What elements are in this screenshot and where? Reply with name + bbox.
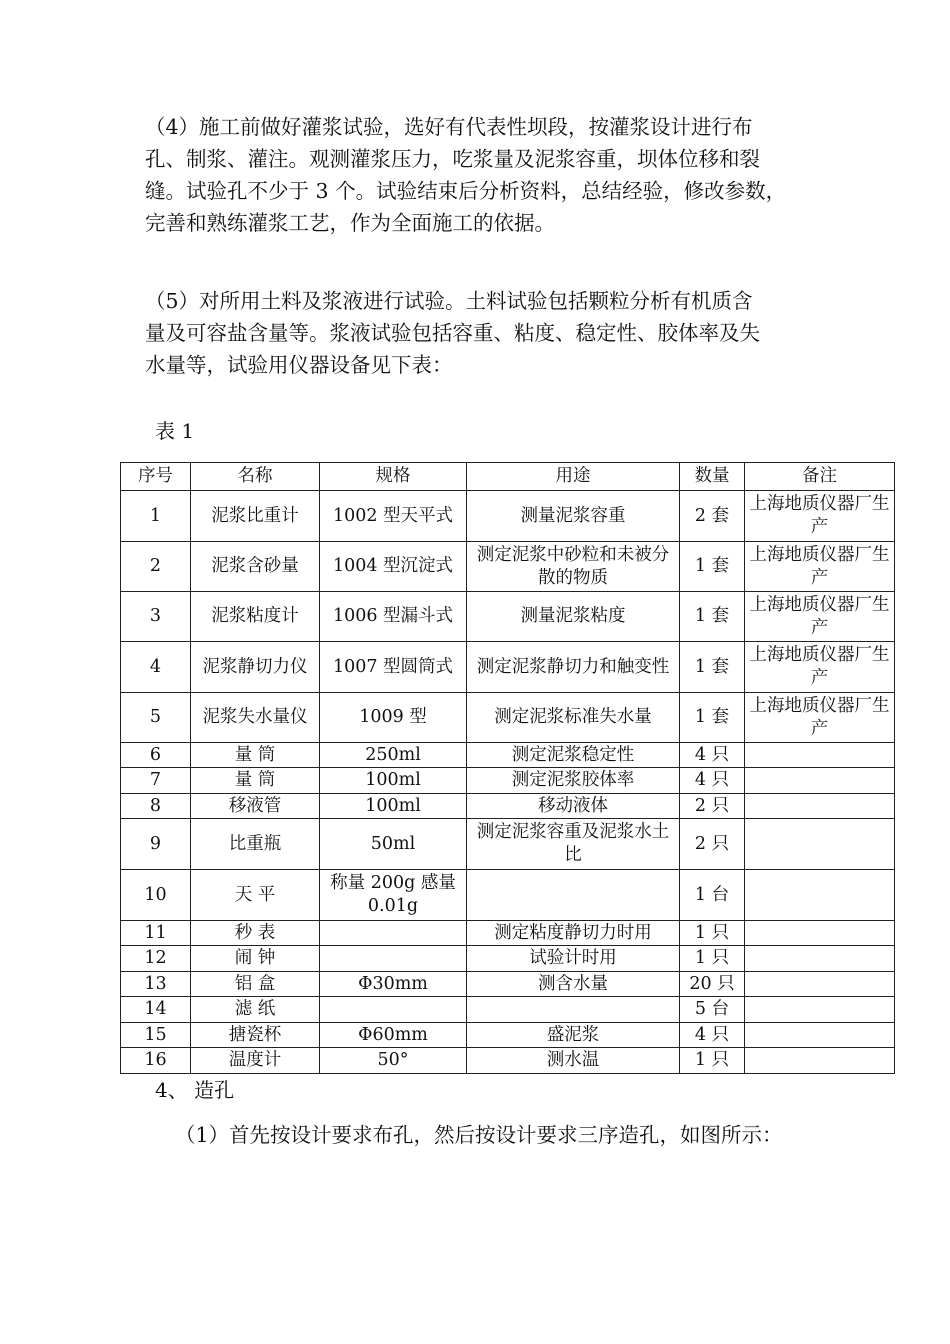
cell-spec: 1002 型天平式 [320,491,467,542]
cell-remarks [745,794,895,819]
paragraph-5 [145,285,810,381]
cell-spec: Φ30mm [320,972,467,997]
header-quantity: 数量 [680,463,745,491]
table-row [121,1048,895,1074]
cell-spec: 称量 200g 感量0.01g [320,870,467,921]
cell-quantity: 20 只 [680,972,745,997]
cell-purpose: 测定泥浆胶体率 [467,768,680,794]
cell-name: 量 筒 [191,743,320,768]
header-spec: 规格 [320,463,467,491]
cell-spec: Φ60mm [320,1023,467,1048]
cell-name: 泥浆含砂量 [191,542,320,592]
cell-remarks [745,1023,895,1048]
cell-remarks [745,997,895,1023]
cell-quantity: 4 只 [680,768,745,794]
cell-name: 比重瓶 [191,819,320,870]
table-row [121,946,895,972]
cell-quantity: 2 只 [680,794,745,819]
cell-name: 温度计 [191,1048,320,1074]
cell-spec: 50° [320,1048,467,1074]
table-body [121,491,895,1074]
cell-name: 泥浆失水量仪 [191,693,320,743]
cell-spec: 100ml [320,768,467,794]
cell-spec: 1006 型漏斗式 [320,592,467,642]
paragraph-line: （4）施工前做好灌浆试验，选好有代表性坝段，按灌浆设计进行布 [145,115,753,139]
section-heading: 4、 造孔 [155,1078,235,1102]
cell-remarks [745,921,895,946]
table-row [121,768,895,794]
cell-spec [320,921,467,946]
cell-purpose: 盛泥浆 [467,1023,680,1048]
cell-spec: 100ml [320,794,467,819]
cell-quantity: 4 只 [680,743,745,768]
cell-index: 6 [121,743,191,768]
header-purpose: 用途 [467,463,680,491]
cell-purpose: 测定泥浆静切力和触变性 [467,642,680,693]
cell-index: 16 [121,1048,191,1074]
cell-quantity: 1 套 [680,693,745,743]
cell-name: 搪瓷杯 [191,1023,320,1048]
cell-name: 秒 表 [191,921,320,946]
cell-purpose: 测定泥浆稳定性 [467,743,680,768]
cell-quantity: 1 台 [680,870,745,921]
cell-purpose: 测定泥浆中砂粒和未被分散的物质 [467,542,680,592]
cell-index: 8 [121,794,191,819]
cell-index: 12 [121,946,191,972]
cell-purpose: 试验计时用 [467,946,680,972]
paragraph-line: 缝。试验孔不少于 3 个。试验结束后分析资料，总结经验，修改参数， [145,179,787,203]
cell-name: 量 筒 [191,768,320,794]
cell-name: 泥浆粘度计 [191,592,320,642]
cell-name: 移液管 [191,794,320,819]
cell-remarks [745,819,895,870]
cell-name: 铝 盒 [191,972,320,997]
table-row [121,1023,895,1048]
cell-index: 5 [121,693,191,743]
cell-name: 闹 钟 [191,946,320,972]
cell-spec: 50ml [320,819,467,870]
cell-purpose: 移动液体 [467,794,680,819]
cell-purpose [467,997,680,1023]
cell-index: 1 [121,491,191,542]
cell-remarks: 上海地质仪器厂生产 [745,542,895,592]
header-name: 名称 [191,463,320,491]
cell-purpose: 测定泥浆容重及泥浆水土比 [467,819,680,870]
cell-quantity: 1 套 [680,542,745,592]
table-caption: 表 1 [155,419,195,443]
cell-quantity: 1 只 [680,921,745,946]
cell-remarks [745,743,895,768]
table-row [121,693,895,743]
paragraph-line: 完善和熟练灌浆工艺，作为全面施工的依据。 [145,211,555,235]
cell-quantity: 1 套 [680,592,745,642]
cell-index: 13 [121,972,191,997]
cell-name: 天 平 [191,870,320,921]
section-paragraph: （1）首先按设计要求布孔，然后按设计要求三序造孔，如图所示： [175,1123,783,1147]
cell-quantity: 1 只 [680,1048,745,1074]
cell-quantity: 1 套 [680,642,745,693]
paragraph-line: 孔、制浆、灌注。观测灌浆压力，吃浆量及泥浆容重，坝体位移和裂 [145,147,760,171]
cell-remarks: 上海地质仪器厂生产 [745,592,895,642]
cell-remarks [745,1048,895,1074]
cell-index: 3 [121,592,191,642]
cell-remarks [745,972,895,997]
equipment-table [120,462,895,1074]
cell-remarks [745,946,895,972]
table-row [121,870,895,921]
header-remarks: 备注 [745,463,895,491]
cell-index: 11 [121,921,191,946]
cell-purpose: 测水温 [467,1048,680,1074]
cell-remarks: 上海地质仪器厂生产 [745,491,895,542]
cell-spec: 1004 型沉淀式 [320,542,467,592]
cell-index: 2 [121,542,191,592]
cell-remarks [745,768,895,794]
paragraph-4 [145,111,810,239]
cell-remarks [745,870,895,921]
cell-purpose: 测定粘度静切力时用 [467,921,680,946]
cell-index: 7 [121,768,191,794]
table-header-row [121,463,895,491]
table-row [121,921,895,946]
paragraph-line: 量及可容盐含量等。浆液试验包括容重、粘度、稳定性、胶体率及失 [145,321,760,345]
cell-remarks: 上海地质仪器厂生产 [745,693,895,743]
cell-purpose: 测量泥浆粘度 [467,592,680,642]
cell-spec: 1009 型 [320,693,467,743]
table-row [121,794,895,819]
table-row [121,592,895,642]
cell-quantity: 2 套 [680,491,745,542]
cell-index: 9 [121,819,191,870]
table-row [121,997,895,1023]
header-index: 序号 [121,463,191,491]
cell-index: 10 [121,870,191,921]
cell-name: 泥浆比重计 [191,491,320,542]
cell-quantity: 5 台 [680,997,745,1023]
cell-spec: 1007 型圆筒式 [320,642,467,693]
cell-index: 15 [121,1023,191,1048]
table-row [121,542,895,592]
cell-spec [320,946,467,972]
cell-index: 14 [121,997,191,1023]
cell-name: 滤 纸 [191,997,320,1023]
cell-quantity: 1 只 [680,946,745,972]
cell-purpose: 测定泥浆标准失水量 [467,693,680,743]
cell-spec [320,997,467,1023]
table-row [121,743,895,768]
cell-quantity: 4 只 [680,1023,745,1048]
cell-purpose [467,870,680,921]
cell-purpose: 测量泥浆容重 [467,491,680,542]
paragraph-line: （5）对所用土料及浆液进行试验。土料试验包括颗粒分析有机质含 [145,289,753,313]
paragraph-line: 水量等，试验用仪器设备见下表： [145,353,453,377]
cell-remarks: 上海地质仪器厂生产 [745,642,895,693]
table-row [121,972,895,997]
cell-quantity: 2 只 [680,819,745,870]
cell-name: 泥浆静切力仪 [191,642,320,693]
table-row [121,819,895,870]
table-row [121,642,895,693]
cell-index: 4 [121,642,191,693]
table-row [121,491,895,542]
cell-spec: 250ml [320,743,467,768]
cell-purpose: 测含水量 [467,972,680,997]
